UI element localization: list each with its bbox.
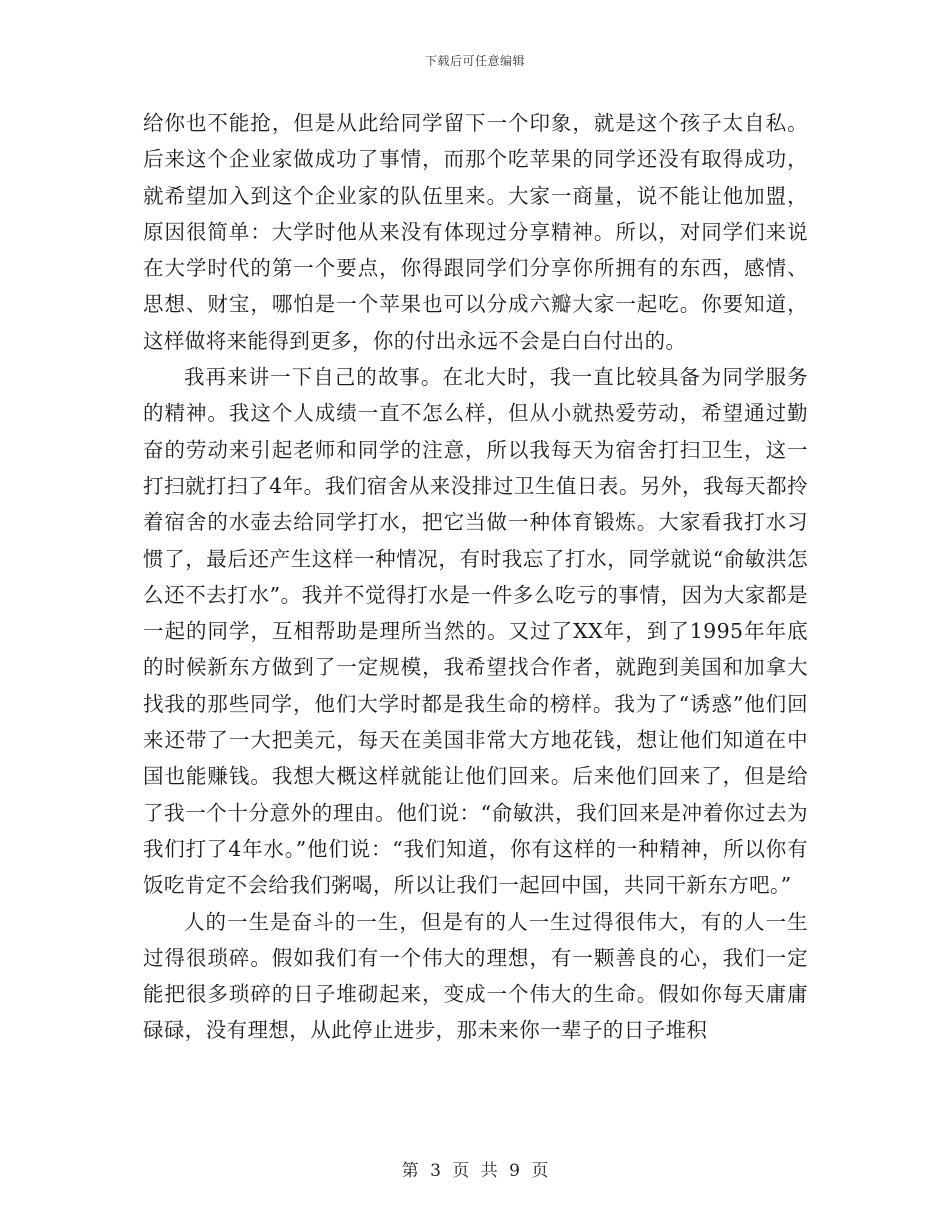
paragraph-1: 给你也不能抢，但是从此给同学留下一个印象，就是这个孩子太自私。后来这个企业家做成功了事情，而那个吃苹果的同学还没有取得成功，就希望加入到这个企业家的队伍里来。大家一商量，说不能让他加盟，原因很简单：大学时他从来没有体现过分享精神。所以，对同学们来说在大学时代的第一个要点，你得跟同学们分享你所拥有的东西，感情、思想、财宝，哪怕是一个苹果也可以分成六瓣大家一起吃。你要知道，这样做将来能得到更多，你的付出永远不会是白白付出的。: [143, 111, 808, 353]
document-body: [143, 105, 808, 1049]
paragraph-2: 我再来讲一下自己的故事。在北大时，我一直比较具备为同学服务的精神。我这个人成绩一直不怎么样，但从小就热爱劳动，希望通过勤奋的劳动来引起老师和同学的注意，所以我每天为宿舍打扫卫生，这一打扫就打扫了4年。我们宿舍从来没排过卫生值日表。另外，我每天都拎着宿舍的水壶去给同学打水，把它当做一种体育锻炼。大家看我打水习惯了，最后还产生这样一种情况，有时我忘了打水，同学就说“俞敏洪怎么还不去打水”。我并不觉得打水是一件多么吃亏的事情，因为大家都是一起的同学，互相帮助是理所当然的。又过了XX年，到了1995年年底的时候新东方做到了一定规模，我希望找合作者，就跑到美国和加拿大找我的那些同学，他们大学时都是我生命的榜样。我为了“诱惑”他们回来还带了一大把美元，每天在美国非常大方地花钱，想让他们知道在中国也能赚钱。我想大概这样就能让他们回来。后来他们回来了，但是给了我一个十分意外的理由。他们说：“俞敏洪，我们回来是冲着你过去为我们打了4年水。”他们说：“我们知道，你有这样的一种精神，所以你有饭吃肯定不会给我们粥喝，所以让我们一起回中国，共同干新东方吧。”: [143, 365, 808, 898]
paragraph-3: 人的一生是奋斗的一生，但是有的人一生过得很伟大，有的人一生过得很琐碎。假如我们有一个伟大的理想，有一颗善良的心，我们一定能把很多琐碎的日子堆砌起来，变成一个伟大的生命。假如你每天庸庸碌碌，没有理想，从此停止进步，那未来你一辈子的日子堆积: [143, 909, 808, 1043]
page-number-footer: 第 3 页 共 9 页: [401, 1161, 549, 1181]
page-header: 下载后可任意编辑: [424, 54, 525, 68]
